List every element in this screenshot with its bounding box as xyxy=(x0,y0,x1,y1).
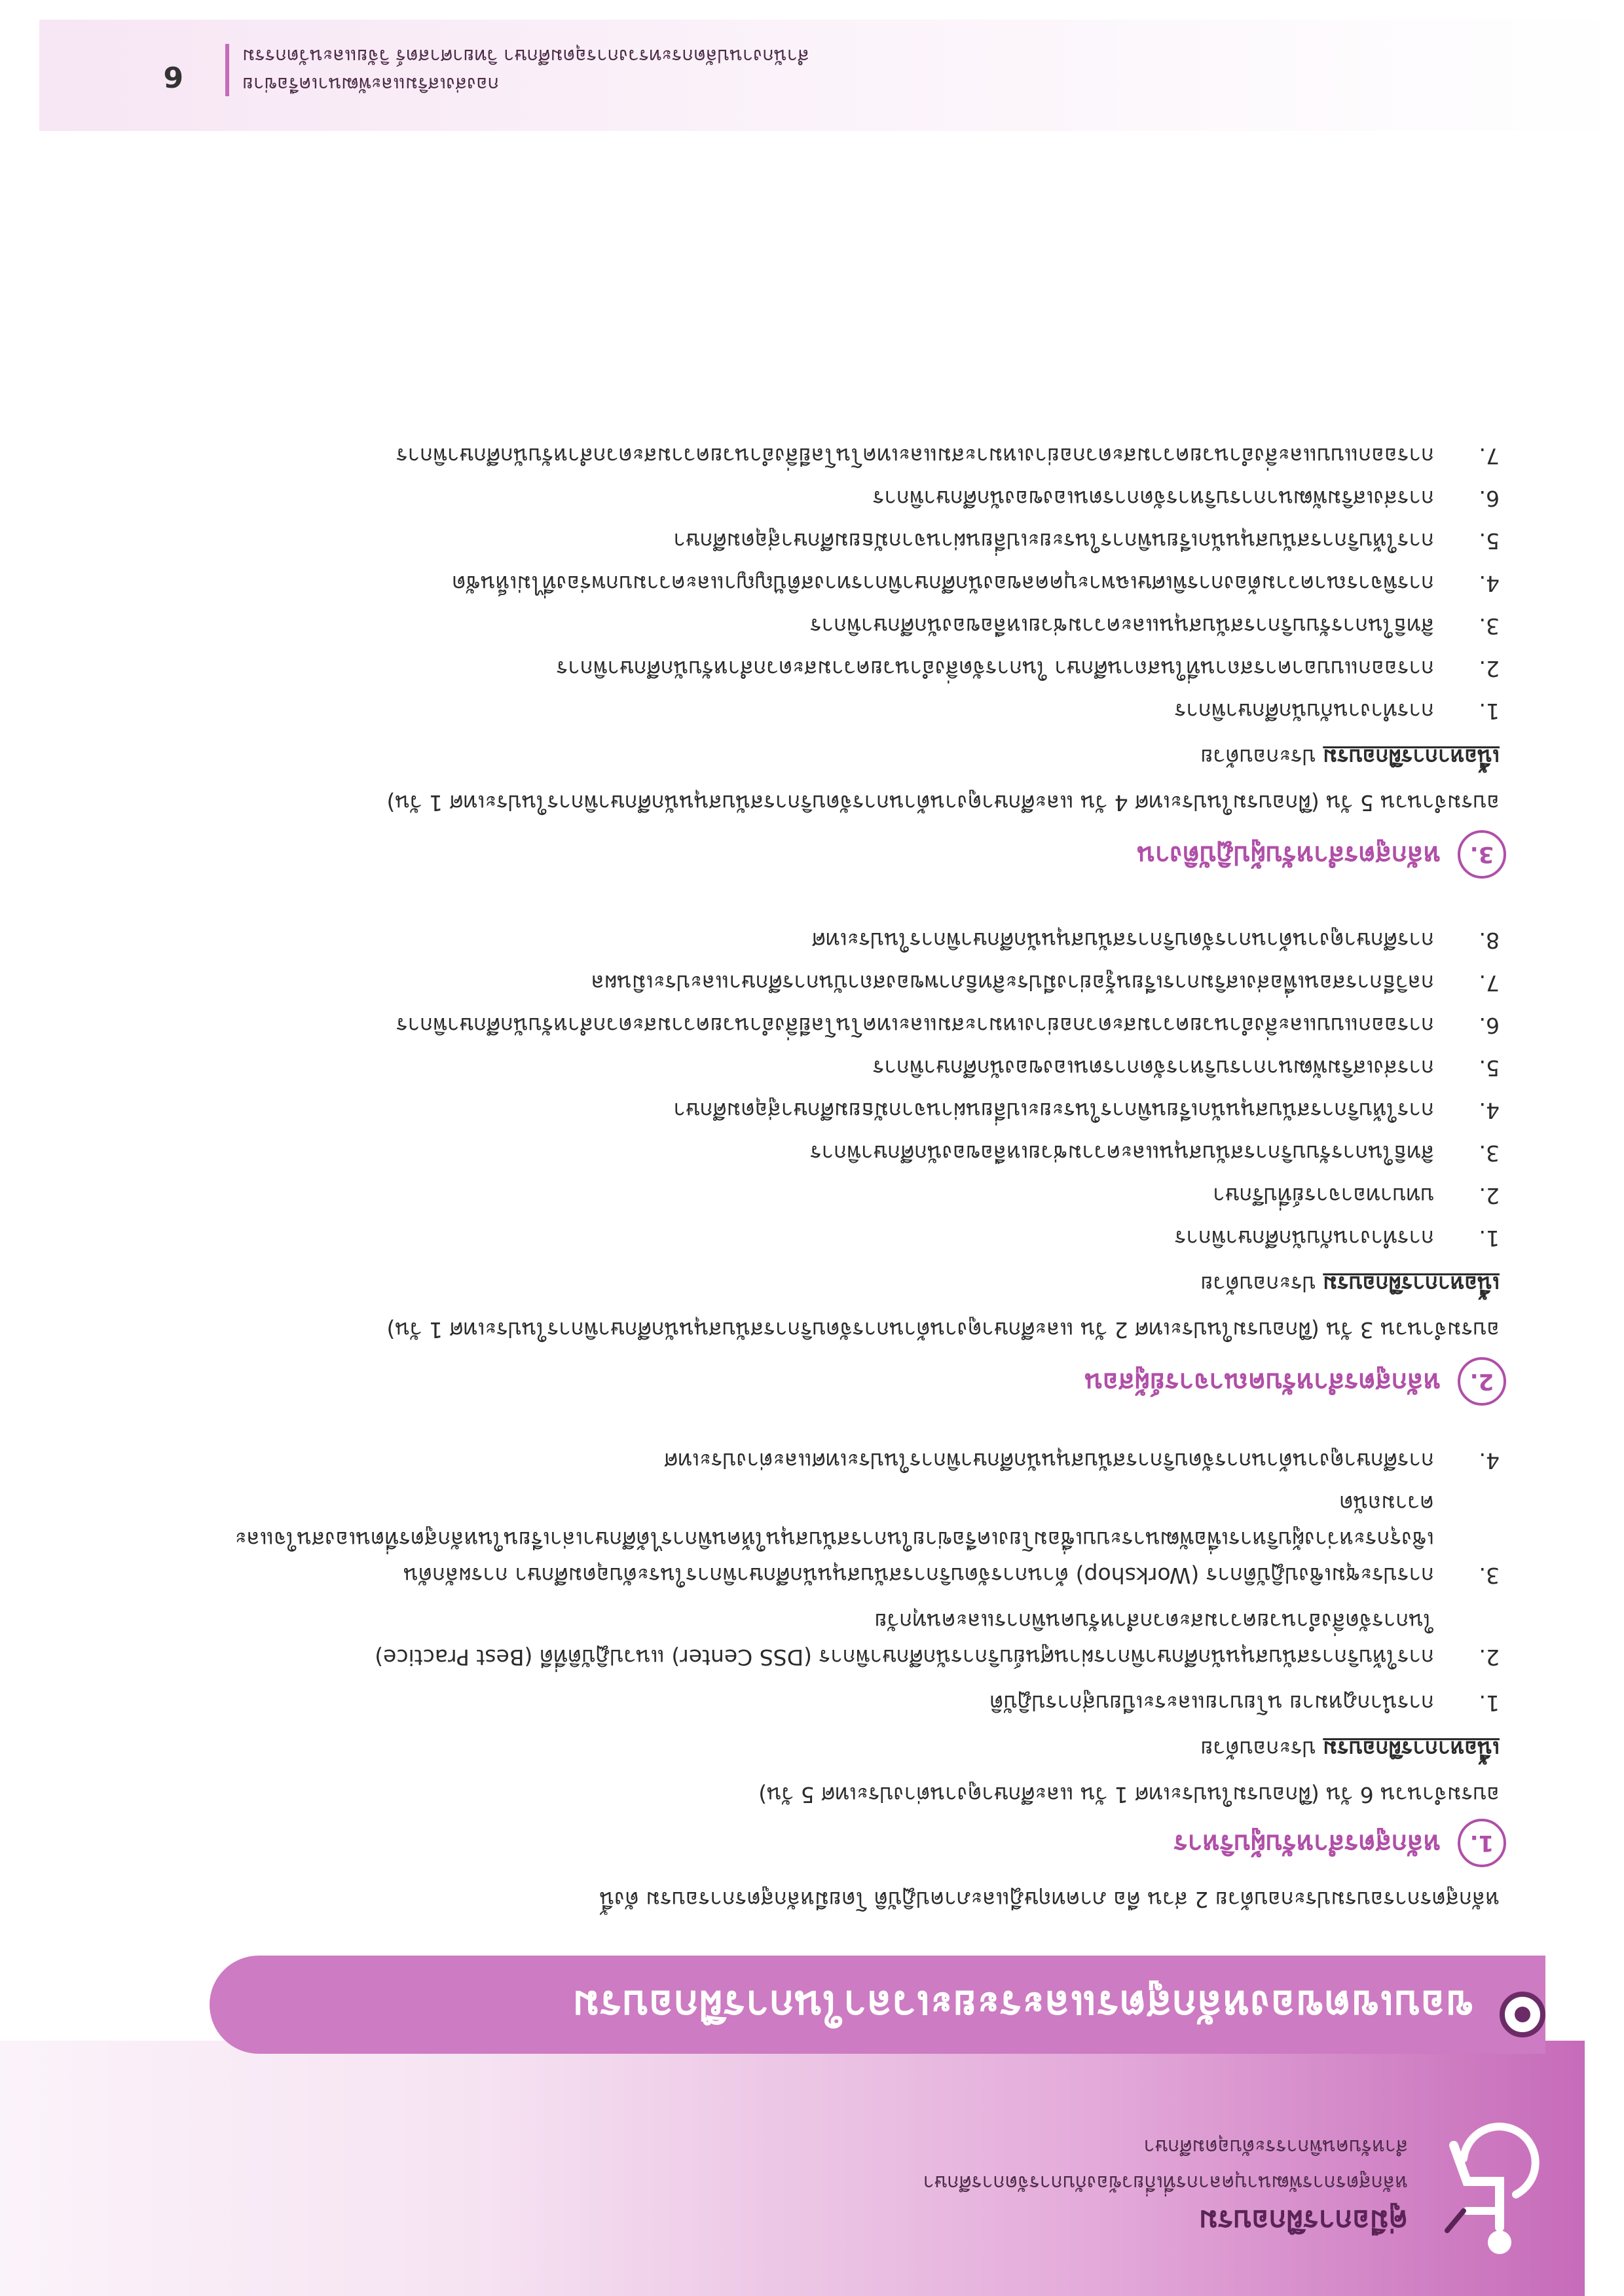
course-number-badge: 3. xyxy=(1458,830,1506,879)
item-number: 6. xyxy=(1479,1013,1500,1038)
list-item: การศึกษาดูงานด้านการจัดบริการสนับสนุนนักศึกษาพิการในประเทศและต่างประเทศ xyxy=(664,1448,1434,1474)
list-item: การออกแบบและสิ่งอำนวยความสะดวกอย่างเหมาะสมและเทคโนโลยีสิ่งอำนวยความสะดวกสำหรับนักศึกษาพิการ xyxy=(396,443,1434,469)
content-label: เนื้อหาการฝึกอบรม xyxy=(1323,1271,1500,1297)
item-number: 6. xyxy=(1479,486,1500,511)
item-number: 3. xyxy=(1479,1140,1500,1166)
page-number: 6 xyxy=(163,60,183,93)
list-item: สิทธิในการรับบริการสนับสนุนและความช่วยเหลือของนักศึกษาพิการ xyxy=(809,613,1434,639)
item-number: 1. xyxy=(1479,1690,1500,1716)
item-number: 5. xyxy=(1479,1055,1500,1081)
list-item: สิทธิในการรับบริการสนับสนุนและความช่วยเหลือของนักศึกษาพิการ xyxy=(809,1140,1434,1166)
list-item-continued: ความถนัด xyxy=(1339,1491,1434,1516)
item-number: 1. xyxy=(1479,1226,1500,1251)
content-suffix: ประกอบด้วย xyxy=(1200,1736,1316,1762)
wheelchair-icon xyxy=(1434,2119,1545,2257)
list-item: การส่งเสริมพัฒนาการบริหารจัดการตนเองของนักศึกษาพิการ xyxy=(872,1055,1434,1081)
list-item: การส่งเสริมพัฒนาการบริหารจัดการตนเองของนักศึกษาพิการ xyxy=(872,486,1434,511)
list-item: การศึกษาดูงานด้านการจัดบริการสนับสนุนนักศึกษาพิการในประเทศ xyxy=(811,928,1434,953)
list-item: การให้บริการสนับสนุนนักเรียนพิการในระยะเปลี่ยนผ่านจากมัธยมศึกษาสู่อุดมศึกษา xyxy=(673,1098,1434,1123)
item-number: 7. xyxy=(1479,970,1500,996)
list-item: การทำงานกับนักศึกษาพิการ xyxy=(1174,699,1434,724)
item-number: 2. xyxy=(1479,1183,1500,1209)
list-item: กลวิธีการสอนเพื่อส่งเสริมการเรียนรู้อย่างมีประสิทธิภาพของสถาบันการศึกษาและประเมินผล xyxy=(591,970,1434,996)
course-number-badge: 1. xyxy=(1458,1819,1506,1867)
list-item: การประชุมเชิงปฏิบัติการ (Workshop) ด้านการจัดบริการสนับสนุนนักศึกษาพิการในระดับอุดมศึกษา การผลักดัน xyxy=(403,1563,1434,1588)
course-number-badge: 2. xyxy=(1458,1357,1506,1406)
intro-text: หลักสูตรการอบรมประกอบด้วย 2 ส่วน คือ ภาคทฤษฎีและภาคปฏิบัติ โดยมีหลักสูตรการอบรม ดังนี้ xyxy=(599,1887,1500,1912)
item-number: 4. xyxy=(1479,1098,1500,1123)
manual-subtitle: หลักสูตรการพัฒนาบุคลากรที่เกี่ยวข้องกับการจัดการศึกษา xyxy=(923,2171,1408,2194)
item-number: 3. xyxy=(1479,1563,1500,1588)
course-duration: อบรมจำนวน 3 วัน (ฝึกอบรมในประเทศ 2 วัน และศึกษาดูงานด้านการจัดบริการสนับสนุนนักศึกษาพิการในประเทศ 1 วัน) xyxy=(386,1317,1500,1343)
course-title: หลักสูตรสำหรับคณาจารย์ผู้สอน xyxy=(1084,1367,1441,1397)
list-item: การออกแบบอาคารสถานที่ในสถานศึกษา ในการจัดสิ่งอำนวยความสะดวกสำหรับนักศึกษาพิการ xyxy=(556,656,1434,682)
item-number: 2. xyxy=(1479,1645,1500,1670)
item-number: 4. xyxy=(1479,1448,1500,1474)
list-item: บทบาทอาจารย์ที่ปรึกษา xyxy=(1213,1183,1434,1209)
list-item: การทำงานกับนักศึกษาพิการ xyxy=(1174,1226,1434,1251)
item-number: 7. xyxy=(1479,443,1500,469)
content-heading xyxy=(1200,1269,1500,1298)
manual-title: คู่มือการฝึกอบรม xyxy=(1198,2204,1408,2237)
item-number: 2. xyxy=(1479,656,1500,682)
course-duration: อบรมจำนวน 5 วัน (ฝึกอบรมในประเทศ 4 วัน และศึกษาดูงานด้านการจัดบริการสนับสนุนนักศึกษาพิการในประเทศ 1 วัน) xyxy=(386,790,1500,816)
list-item: การให้บริการสนับสนุนนักเรียนพิการในระยะเปลี่ยนผ่านจากมัธยมศึกษาสู่อุดมศึกษา xyxy=(673,528,1434,554)
content-label: เนื้อหาการฝึกอบรม xyxy=(1323,1736,1500,1762)
item-number: 3. xyxy=(1479,613,1500,639)
item-number: 8. xyxy=(1479,928,1500,953)
content-heading xyxy=(1200,1734,1500,1762)
list-item-continued: เชิงรุกระหว่างผู้บริหารเพื่อพัฒนาระบบเชื่อมโยงเครือข่ายในการสนับสนุนให้คนพิการได้ศึกษาเล่าเรียนในหลักสูตรที่ตนเองสนใจและ xyxy=(234,1527,1434,1552)
content-suffix: ประกอบด้วย xyxy=(1200,744,1316,770)
list-item: การออกแบบและสิ่งอำนวยความสะดวกอย่างเหมาะสมและเทคโนโลยีสิ่งอำนวยความสะดวกสำหรับนักศึกษาพิการ xyxy=(396,1013,1434,1038)
content-heading xyxy=(1200,742,1500,771)
footer-department: กองส่งเสริมและพัฒนาเครือข่าย xyxy=(242,73,500,96)
item-number: 4. xyxy=(1479,571,1500,596)
footer-office: สำนักงานปลัดกระทรวงการอุดมศึกษา วิทยาศาสตร์ วิจัยและนวัตกรรม xyxy=(242,45,809,67)
course-title: หลักสูตรสำหรับผู้บริหาร xyxy=(1173,1829,1441,1859)
section-title: ขอบเขตของหลักสูตรและระยะเวลาในการฝึกอบรม xyxy=(572,1982,1473,2030)
list-item: การให้บริการสนับสนุนนักศึกษาพิการผ่านศูนย์บริการนักศึกษาพิการ (DSS Center) แนวปฏิบัติที่ดี (Best Practice) xyxy=(375,1645,1434,1670)
list-item-continued: ในการจัดสิ่งอำนวยความสะดวกสำหรับคนพิการและคนทุกวัย xyxy=(874,1609,1434,1634)
course-title: หลักสูตรสำหรับผู้ปฏิบัติงาน xyxy=(1137,840,1441,870)
course-duration: อบรมจำนวน 6 วัน (ฝึกอบรมในประเทศ 1 วัน และศึกษาดูงานต่างประเทศ 5 วัน) xyxy=(758,1782,1500,1808)
footer-divider xyxy=(225,44,229,96)
list-item: การนำกฎหมาย นโยบายและระเบียบสู่การปฏิบัติ xyxy=(989,1690,1434,1716)
bullet-icon xyxy=(1500,1992,1545,2037)
content-suffix: ประกอบด้วย xyxy=(1200,1271,1316,1297)
manual-unit: สำหรับคนพิการระดับอุดมศึกษา xyxy=(1143,2135,1408,2158)
content-label: เนื้อหาการฝึกอบรม xyxy=(1323,744,1500,770)
item-number: 5. xyxy=(1479,528,1500,554)
item-number: 1. xyxy=(1479,699,1500,724)
list-item: การพิจารณาความต้องการพิเศษเฉพาะบุคคลของนักศึกษาพิการทางสติปัญญาและความบกพร่องที่ไม่เห็นชัด xyxy=(452,571,1434,596)
